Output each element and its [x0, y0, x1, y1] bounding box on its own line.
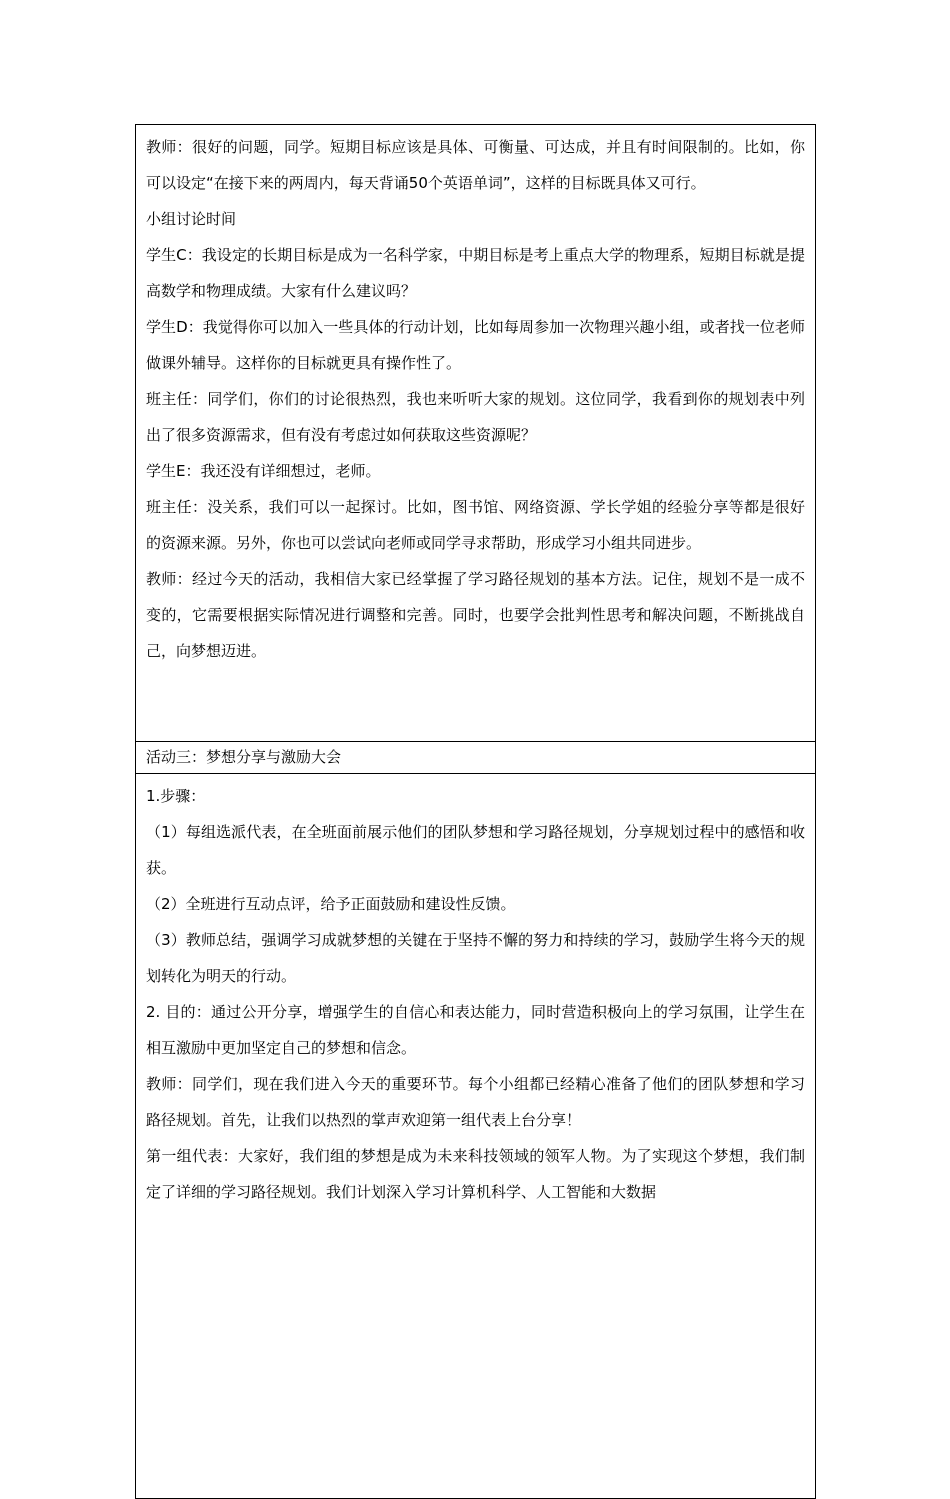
- dialogue-paragraph: 教师：很好的问题，同学。短期目标应该是具体、可衡量、可达成，并且有时间限制的。比如，你可以设定“在接下来的两周内，每天背诵50个英语单词”，这样的目标既具体又可行。: [146, 138, 805, 192]
- activity-heading: 活动三：梦想分享与激励大会: [136, 742, 816, 774]
- dialogue-cell: [136, 125, 816, 742]
- step-paragraph: （1）每组选派代表，在全班面前展示他们的团队梦想和学习路径规划，分享规划过程中的感悟和收获。: [146, 823, 805, 877]
- activity-content-cell: [136, 774, 816, 1499]
- dialogue-paragraph: 班主任：同学们，你们的讨论很热烈，我也来听听大家的规划。这位同学，我看到你的规划表中列出了很多资源需求，但有没有考虑过如何获取这些资源呢？: [146, 390, 805, 444]
- activity-content-row: [136, 774, 816, 1499]
- dialogue-row: [136, 125, 816, 742]
- dialogue-paragraph: 学生D：我觉得你可以加入一些具体的行动计划，比如每周参加一次物理兴趣小组，或者找一位老师做课外辅导。这样你的目标就更具有操作性了。: [146, 318, 805, 372]
- dialogue-paragraph: 教师：经过今天的活动，我相信大家已经掌握了学习路径规划的基本方法。记住，规划不是一成不变的，它需要根据实际情况进行调整和完善。同时，也要学会批判性思考和解决问题，不断挑战自己，向梦想迈进。: [146, 570, 805, 660]
- dialogue-paragraph: 班主任：没关系，我们可以一起探讨。比如，图书馆、网络资源、学长学姐的经验分享等都是很好的资源来源。另外，你也可以尝试向老师或同学寻求帮助，形成学习小组共同进步。: [146, 498, 805, 552]
- dialogue-paragraph: 小组讨论时间: [146, 210, 237, 228]
- step-paragraph: （3）教师总结，强调学习成就梦想的关键在于坚持不懈的努力和持续的学习，鼓励学生将今天的规划转化为明天的行动。: [146, 931, 805, 985]
- purpose-paragraph: 2. 目的：通过公开分享，增强学生的自信心和表达能力，同时营造积极向上的学习氛围，让学生在相互激励中更加坚定自己的梦想和信念。: [146, 1003, 805, 1057]
- dialogue-paragraph: 教师：同学们，现在我们进入今天的重要环节。每个小组都已经精心准备了他们的团队梦想和学习路径规划。首先，让我们以热烈的掌声欢迎第一组代表上台分享！: [146, 1075, 805, 1129]
- lesson-plan-table: [135, 124, 816, 1499]
- activity-heading-row: [136, 742, 816, 774]
- dialogue-paragraph: 学生E：我还没有详细想过，老师。: [146, 462, 381, 480]
- dialogue-paragraph: 学生C：我设定的长期目标是成为一名科学家，中期目标是考上重点大学的物理系，短期目标就是提高数学和物理成绩。大家有什么建议吗？: [146, 246, 805, 300]
- step-paragraph: 1.步骤：: [146, 787, 206, 805]
- step-paragraph: （2）全班进行互动点评，给予正面鼓励和建设性反馈。: [146, 895, 516, 913]
- dialogue-paragraph: 第一组代表：大家好，我们组的梦想是成为未来科技领域的领军人物。为了实现这个梦想，我们制定了详细的学习路径规划。我们计划深入学习计算机科学、人工智能和大数据: [146, 1147, 805, 1201]
